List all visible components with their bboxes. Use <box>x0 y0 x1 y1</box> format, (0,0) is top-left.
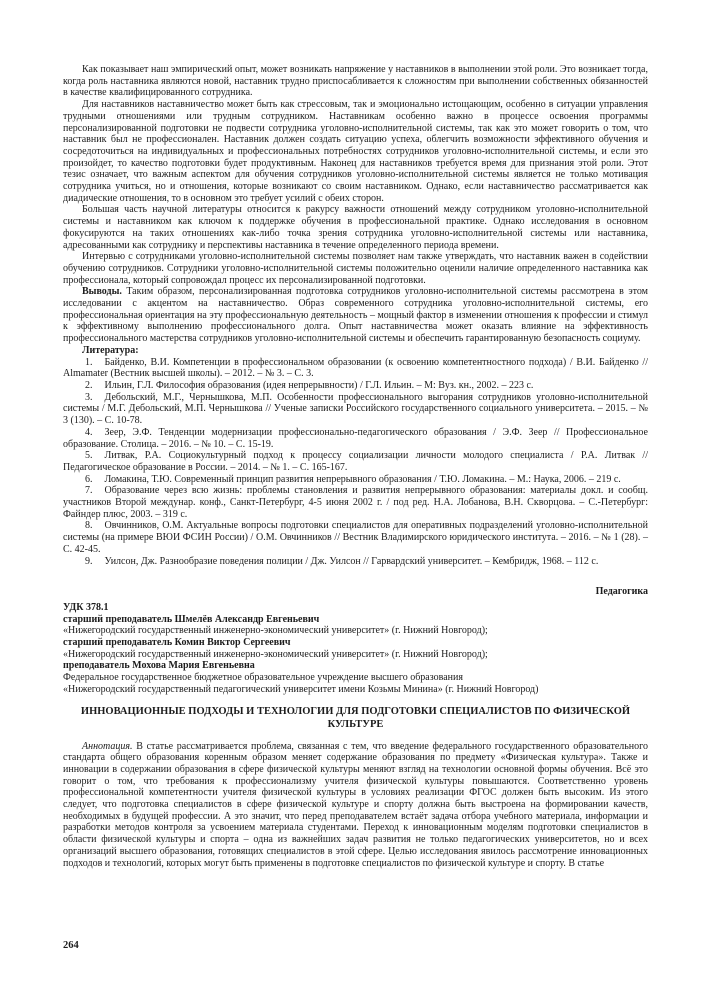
body-paragraph: Большая часть научной литературы относится к ракурсу важности отношений между сотрудником уголовно-исполнительной системы и наставником как ключом к поддержке обучения в профессиональной практике. Однако исследования в основном фокусируются на таких отношениях как-либо точка зрения сотрудника уголовно-исполнительной системы или наставника, адресованными как сотруднику и перспективы наставника в течение определенного периода времени. <box>63 204 648 251</box>
annotation-paragraph <box>63 741 648 870</box>
author-name-line: преподаватель Мохова Мария Евгеньевна <box>63 660 255 672</box>
author-name-line: старший преподаватель Комин Виктор Сергеевич <box>63 637 291 649</box>
reference-item: 7. Образование через всю жизнь: проблемы становления и развития непрерывного образования: материалы докл. и сообщ. участников Второй междунар. конф., Санкт-Петербург, 4-5 июня 2002 г. / под ред. Н.А. Лобанова, В.Н. Скворцова. – С.-Петербург: Файндер плюс, 2003. – 319 с. <box>63 485 648 520</box>
body-paragraph: Выводы. Таким образом, персонализированная подготовка сотрудников уголовно-исполнительной системы рассмотрена в этом исследовании с акцентом на наставничество. Образ современного сотрудника уголовно-исполнительной системы, его профессиональная ориентация на эту профессиональную деятельность – мощный фактор в изменении отношения к профессии и стимул к эффективному выполнению профессионального долга. Опыт наставничества может оказать влияние на эффективность профессионального мастерства сотрудников уголовно-исполнительной системы и обеспечить гарантированную безопасность социуму. <box>63 286 648 345</box>
reference-number: 1. <box>85 356 93 368</box>
body-paragraph: Интервью с сотрудниками уголовно-исполнительной системы позволяет нам также утверждать, что наставник важен в содействии обучению сотрудников. Сотрудники уголовно-исполнительной системы положительно оценили наличие определенного наставника как профессионала, который сопровождал процесс их персонализированной подготовки. <box>63 251 648 286</box>
section-label: Педагогика <box>595 586 648 598</box>
authors-block <box>63 614 648 696</box>
reference-number: 3. <box>85 391 93 403</box>
author-affiliation-line: «Нижегородский государственный педагогический университет имени Козьмы Минина» (г. Нижний Новгород) <box>63 683 539 695</box>
udc-code: УДК 378.1 <box>63 601 109 613</box>
reference-item: 2. Ильин, Г.Л. Философия образования (идея непрерывности) / Г.Л. Ильин. – М: Вуз. кн., 2002. – 223 с. <box>85 379 534 391</box>
reference-number: 4. <box>85 426 93 438</box>
article-body <box>63 64 648 345</box>
annotation-lead: Аннотация. <box>82 740 133 752</box>
article-title: ИННОВАЦИОННЫЕ ПОДХОДЫ И ТЕХНОЛОГИИ ДЛЯ ПОДГОТОВКИ СПЕЦИАЛИСТОВ ПО ФИЗИЧЕСКОЙ КУЛЬТУРЕ <box>80 705 631 730</box>
reference-item: 4. Зеер, Э.Ф. Тенденции модернизации профессионально-педагогического образования / Э.Ф. Зеер // Профессиональное образование. Столица. – 2016. – № 10. – С. 15-19. <box>63 426 648 450</box>
reference-item: 3. Дебольский, М.Г., Чернышкова, М.П. Особенности профессионального выгорания сотрудников уголовно-исполнительной системы / М.Г. Дебольский, М.П. Чернышкова // Ученые записки Российского государственного социального университета. – 2015. – № 3 (130). – С. 10-78. <box>63 391 648 427</box>
paragraph-lead: Выводы. <box>82 286 127 298</box>
body-paragraph: Для наставников наставничество может быть как стрессовым, так и эмоционально истощающим, особенно в ситуации управления трудными отношениями или трудным сотрудником. Наставникам особенно важно в процессе освоения программы персонализированной подготовки не подвести сотрудника уголовно-исполнительной системы, так как это может говорить о том, что наставник был не профессионален. Наставник должен создать ситуацию успеха, облегчить возможности эффективного обучения и сосредоточиться на индивидуальных и профессиональных потребностях сотрудников уголовно-исполнительной системы, и если это произойдет, то качество подготовки будет продуктивным. Наконец для наставников требуется время для признания этой роли. Этот тезис означает, что важным аспектом для обучения сотрудников уголовно-исполнительной системы является не только мотивация сотрудника учиться, но и отношения, которые возникают со своим наставником. Однако, если наставничество рассматривается как диадические отношения, то в основном это требует усилий с обеих сторон. <box>63 99 648 204</box>
reference-item: 6. Ломакина, Т.Ю. Современный принцип развития непрерывного образования / Т.Ю. Ломакина. – М.: Наука, 2006. – 219 с. <box>85 473 621 485</box>
reference-number: 8. <box>85 520 93 532</box>
literature-list <box>63 357 648 568</box>
author-affiliation-line: «Нижегородский государственный инженерно-экономический университет» (г. Нижний Новгород); <box>63 648 488 660</box>
reference-number: 5. <box>85 450 93 462</box>
author-name-line: старший преподаватель Шмелёв Александр Евгеньевич <box>63 613 320 625</box>
reference-number: 2. <box>85 379 93 391</box>
annotation-text: В статье рассматривается проблема, связанная с тем, что введение федерального государственного образовательного стандарта общего образования коренным образом меняет содержание образования по предмету «Физическая культура». Также и инновации в содержании образования в сфере физической культуры меняют взгляд на технологии основной формы обучения. Всё это говорит о том, что требования к профессионализму учителя физической культуры повышаются. Соответственно уровень профессиональной компетентности учителя физической культуры в условиях реализации ФГОС должен быть высоким. Из этого следует, что подготовка специалистов в сфере физической культуре и спорту должна быть выстроена на формировании качеств, необходимых в будущей профессии. А это значит, что перед преподавателем встаёт задача отбора учебного материала, информации и разработки методов контроля за усвоением материала студентами. Переход к инновационным моделям подготовки специалистов в области физической культуры и спорта – одна из важнейших задач развития не только педагогических университетов, но и всех организаций высшего образования, готовящих специалистов в этой сфере. Целью исследования явилось рассмотрение инновационных подходов и технологий, которых могут быть применены в подготовке специалистов по физической культуре и спорту. В статье <box>63 740 649 869</box>
reference-item: 8. Овчинников, О.М. Актуальные вопросы подготовки специалистов для оперативных подразделений уголовно-исполнительной системы (на примере ВЮИ ФСИН России) / О.М. Овчинников // Вестник Владимирского юридического института. – 2016. – № 1 (28). – С. 42-45. <box>63 520 648 555</box>
author-affiliation-line: Федеральное государственное бюджетное образовательное учреждение высшего образования <box>63 672 463 684</box>
reference-number: 9. <box>85 555 93 567</box>
body-paragraph: Как показывает наш эмпирический опыт, может возникать напряжение у наставников в выполнении этой роли. Это возникает тогда, когда роль наставника являются новой, наставник трудно приспосабливается к сложностям при выполнении собственных обязанностей в качестве квалифицированного сотрудника. <box>63 64 648 99</box>
reference-item: 1. Байденко, В.И. Компетенции в профессиональном образовании (к освоению компетентностного подхода) / В.И. Байденко // Almamater (Вестник высшей школы). – 2012. – № 3. – С. 3. <box>63 356 648 380</box>
page-number: 264 <box>63 940 79 951</box>
literature-heading: Литература: <box>82 344 139 356</box>
author-affiliation-line: «Нижегородский государственный инженерно-экономический университет» (г. Нижний Новгород); <box>63 625 488 637</box>
reference-number: 6. <box>85 473 93 485</box>
reference-item: 5. Литвак, Р.А. Социокультурный подход к процессу социализации личности молодого специалиста / Р.А. Литвак // Педагогическое образование в России. – 2014. – № 1. – С. 165-167. <box>63 450 648 473</box>
reference-number: 7. <box>85 485 93 497</box>
reference-item: 9. Уилсон, Дж. Разнообразие поведения полиции / Дж. Уилсон // Гарвардский университет. – Кембридж, 1968. – 112 с. <box>85 555 599 567</box>
